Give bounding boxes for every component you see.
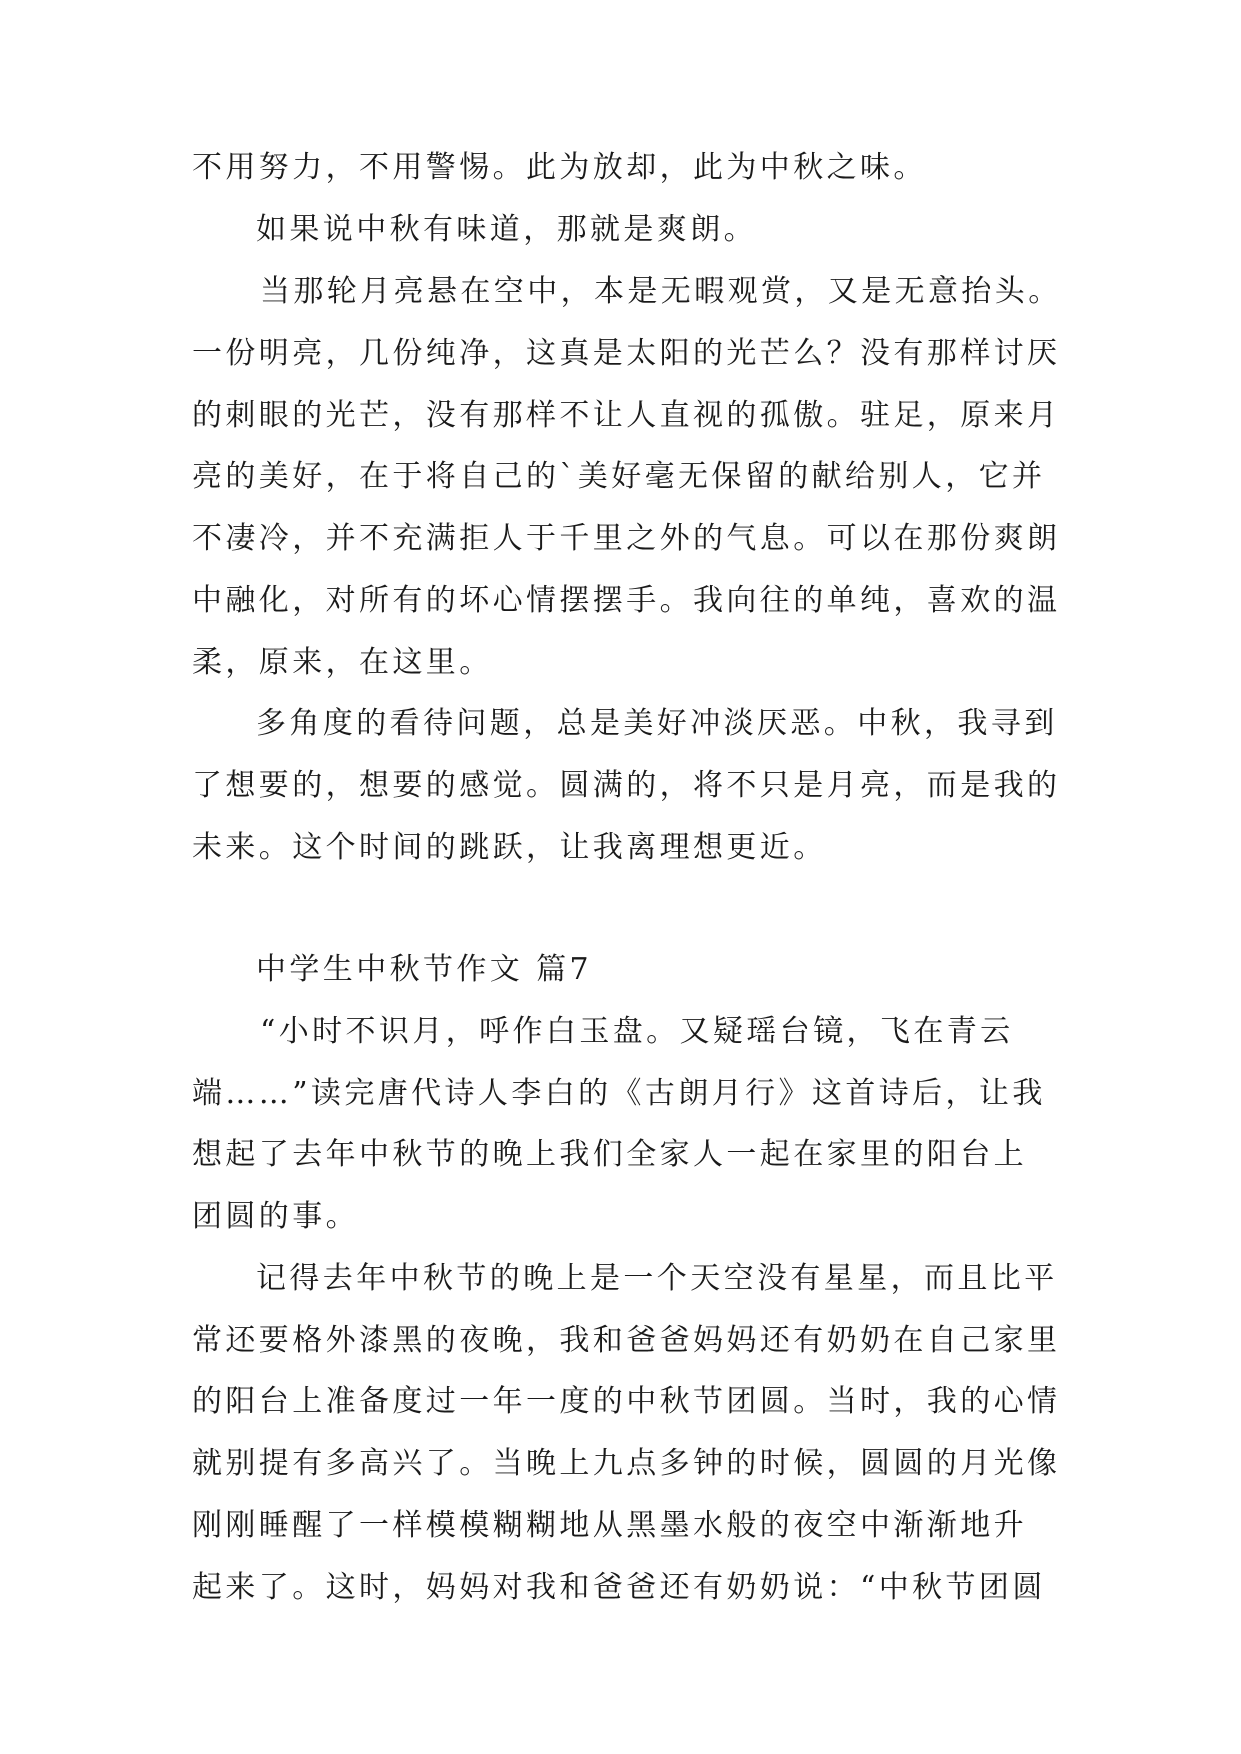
paragraph-line: 记得去年中秋节的晚上是一个天空没有星星，而且比平 [256, 1261, 1058, 1296]
paragraph-line: 就别提有多高兴了。当晚上九点多钟的时候，圆圆的月光像 [192, 1446, 1061, 1481]
paragraph-line: 了想要的，想要的感觉。圆满的，将不只是月亮，而是我的 [192, 768, 1061, 803]
paragraph-line: 的阳台上准备度过一年一度的中秋节团圆。当时，我的心情 [192, 1384, 1061, 1419]
paragraph-line: 端……”读完唐代诗人李白的《古朗月行》这首诗后，让我 [192, 1076, 1046, 1111]
paragraph-line: 一份明亮，几份纯净，这真是太阳的光芒么？没有那样讨厌 [192, 336, 1061, 371]
paragraph-line: 刚刚睡醒了一样模模糊糊地从黑墨水般的夜空中渐渐地升 [192, 1508, 1027, 1543]
paragraph-line: 未来。这个时间的跳跃，让我离理想更近。 [192, 830, 827, 865]
paragraph-line: 想起了去年中秋节的晚上我们全家人一起在家里的阳台上 [192, 1137, 1027, 1172]
paragraph-line: 中融化，对所有的坏心情摆摆手。我向往的单纯，喜欢的温 [192, 583, 1061, 618]
paragraph-line: “小时不识月，呼作白玉盘。又疑瑶台镜，飞在青云 [260, 1014, 1014, 1049]
paragraph-line: 起来了。这时，妈妈对我和爸爸还有奶奶说：“中秋节团圆 [192, 1570, 1046, 1605]
paragraph-line: 不凄冷，并不充满拒人于千里之外的气息。可以在那份爽朗 [192, 521, 1061, 556]
paragraph-line: 不用努力，不用警惕。此为放却，此为中秋之味。 [192, 150, 927, 185]
section-heading: 中学生中秋节作文 篇7 [256, 952, 593, 987]
paragraph-line: 当那轮月亮悬在空中，本是无暇观赏，又是无意抬头。 [260, 274, 1062, 309]
paragraph-line: 亮的美好，在于将自己的`美好毫无保留的献给别人，它并 [192, 459, 1046, 494]
paragraph-line: 团圆的事。 [192, 1199, 359, 1234]
paragraph-line: 如果说中秋有味道，那就是爽朗。 [256, 212, 757, 247]
paragraph-line: 的刺眼的光芒，没有那样不让人直视的孤傲。驻足，原来月 [192, 398, 1061, 433]
paragraph-line: 柔，原来，在这里。 [192, 645, 493, 680]
paragraph-line: 多角度的看待问题，总是美好冲淡厌恶。中秋，我寻到 [256, 706, 1058, 741]
paragraph-line: 常还要格外漆黑的夜晚，我和爸爸妈妈还有奶奶在自己家里 [192, 1323, 1061, 1358]
